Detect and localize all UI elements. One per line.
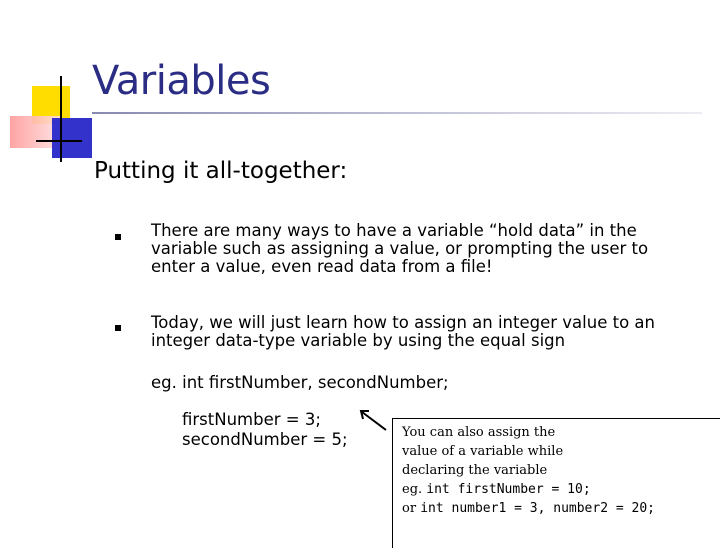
assignment-code — [182, 410, 348, 450]
note-code: int firstNumber = 10; — [426, 482, 591, 497]
code-line: secondNumber = 5; — [182, 430, 348, 449]
note-line: value of a variable while — [402, 444, 564, 459]
note-line: You can also assign the — [402, 425, 556, 440]
note-line: declaring the variable — [402, 463, 548, 478]
note-callout — [392, 418, 720, 548]
slide-subtitle: Putting it all-together: — [94, 158, 348, 184]
decorative-vertical-line — [60, 76, 62, 162]
bullet-line: Today, we will just learn how to assign an integer value to an — [151, 313, 655, 332]
note-line — [402, 480, 720, 499]
bullet-line: There are many ways to have a variable “hold data” in the — [151, 221, 637, 240]
decorative-blue-square — [52, 118, 92, 158]
bullet-line: integer data-type variable by using the equal sign — [151, 331, 566, 350]
bullet-marker — [115, 234, 121, 240]
note-prefix: or — [402, 501, 421, 516]
note-line — [402, 499, 720, 518]
note-code: int number1 = 3, number2 = 20; — [420, 501, 655, 516]
pointer-arrow-icon — [356, 406, 392, 434]
title-divider — [92, 112, 702, 114]
bullet-marker — [115, 325, 121, 331]
bullet-item — [151, 314, 706, 350]
slide-title: Variables — [92, 58, 271, 104]
decorative-horizontal-line — [36, 140, 82, 142]
note-prefix: eg. — [402, 482, 427, 497]
bullet-item — [151, 222, 706, 276]
bullet-line: variable such as assigning a value, or prompting the user to — [151, 239, 649, 258]
example-declaration: eg. int firstNumber, secondNumber; — [151, 373, 449, 392]
code-line: firstNumber = 3; — [182, 410, 321, 429]
bullet-line: enter a value, even read data from a file! — [151, 257, 493, 276]
